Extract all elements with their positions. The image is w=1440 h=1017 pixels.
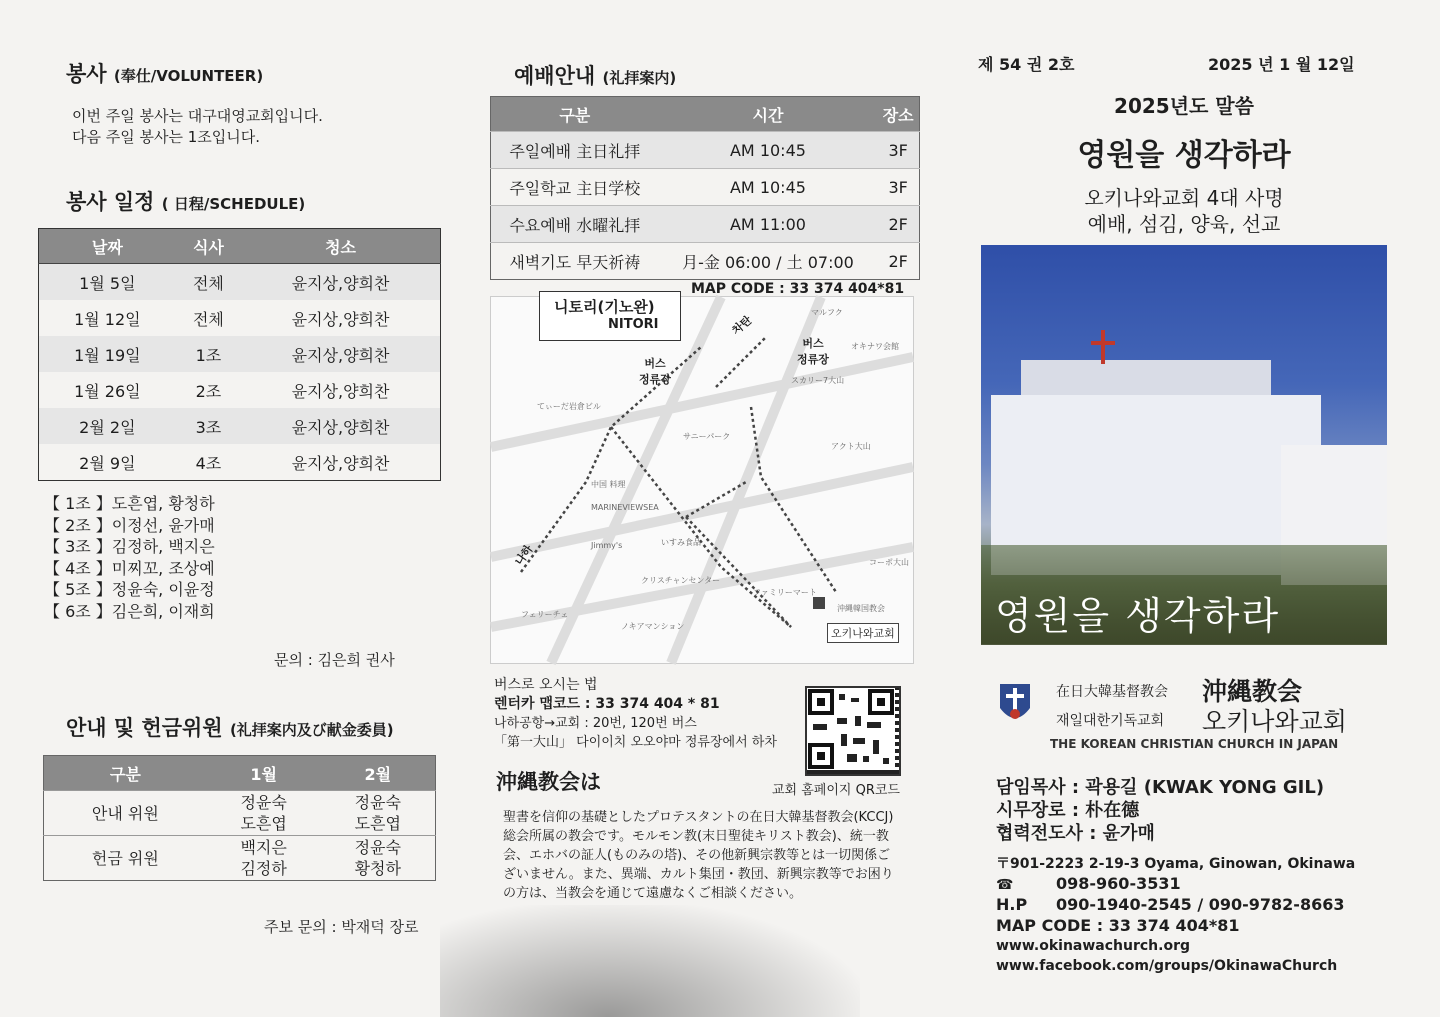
schedule-date: 1월 12일: [74, 309, 141, 329]
photo-caption: 영원을 생각하라: [995, 594, 1281, 638]
volunteer-title-text: 봉사: [66, 62, 107, 86]
ushers-table: [43, 755, 436, 881]
map-place-label: 沖縄韓国教会: [837, 604, 885, 613]
usher-name: 황청하: [354, 859, 401, 878]
staff-info: [996, 776, 1324, 845]
contact-map-code: MAP CODE : 33 374 404*81: [996, 916, 1240, 935]
bus-route: 나하공항→교회 : 20번, 120번 버스: [494, 716, 697, 731]
worship-time: 月-金 06:00 / 土 07:00: [659, 243, 878, 280]
cross-icon-bar: [1091, 341, 1115, 345]
worship-service: 주일예배 主日礼拝: [491, 132, 659, 169]
bulletin-volume: 제 54 권 2호: [978, 55, 1075, 74]
worship-header-type: 구분: [491, 97, 659, 132]
about-title: 沖縄教会は: [496, 770, 601, 794]
table-row: [44, 791, 436, 836]
qr-label: 교회 홈페이지 QR코드: [772, 783, 900, 798]
motto-year: 2025년도 말씀: [1114, 94, 1254, 118]
map-place-label: ノキアマンション: [621, 622, 685, 631]
schedule-cleaning: 윤지상,양희찬: [241, 336, 440, 372]
table-row: [491, 169, 920, 206]
map-place-label: スカリー7大山: [791, 376, 845, 385]
schedule-cleaning: 윤지상,양희찬: [291, 453, 390, 473]
cross-icon: [1101, 330, 1105, 364]
schedule-meal: 4조: [195, 453, 222, 473]
map-place-label: マルフク: [811, 308, 843, 317]
schedule-cleaning: 윤지상,양희찬: [291, 309, 390, 329]
ushers-role: 헌금 위원: [44, 836, 207, 881]
mission-list: 예배, 섬김, 양육, 선교: [1087, 212, 1281, 236]
schedule-date: 1월 26일: [74, 381, 141, 401]
schedule-header-date: 날짜: [39, 229, 176, 264]
building-roof: [1021, 360, 1271, 400]
map-place-label: オキナワ会館: [851, 342, 899, 351]
address: 〒901-2223 2-19-3 Oyama, Ginowan, Okinawa: [996, 856, 1356, 872]
list-item: 【 4조 】미찌꼬, 조상예: [44, 558, 215, 578]
phone-number[interactable]: 098-960-3531: [1056, 874, 1181, 893]
rental-map-code: 렌터카 맵코드 : 33 374 404 * 81: [494, 696, 720, 712]
ushers-title-text: 안내 및 헌금위원: [66, 716, 223, 740]
usher-name: 김정하: [240, 859, 287, 878]
mobile-row: [996, 895, 1355, 916]
usher-name: 정윤숙: [240, 793, 287, 812]
schedule-date: 1월 5일: [39, 264, 176, 301]
nitori-label: [539, 291, 681, 341]
volunteer-notice: [72, 106, 323, 148]
nitori-en: NITORI: [608, 317, 659, 332]
volunteer-title-sub: (奉仕/VOLUNTEER): [113, 67, 264, 85]
mission-title: 오키나와교회 4대 사명: [1084, 186, 1284, 210]
volunteer-title: [66, 58, 263, 88]
ushers-jan: [207, 791, 321, 836]
church-name-jp: 沖縄教会: [1202, 677, 1303, 706]
denomination-jp: 在日大韓基督教会: [1056, 684, 1168, 700]
usher-name: 도흔엽: [354, 814, 401, 833]
evangelist: 협력전도사 : 윤가매: [996, 823, 1155, 844]
map-place-label: サニーパーク: [683, 432, 731, 441]
list-item: 【 5조 】정윤숙, 이윤정: [44, 580, 215, 599]
table-row: [491, 206, 920, 243]
usher-name: 백지은: [240, 838, 287, 857]
church-name-kr: 오키나와교회: [1202, 707, 1347, 736]
map-code: MAP CODE : 33 374 404*81: [691, 281, 905, 297]
ushers-role: 안내 위원: [44, 791, 207, 836]
about-body: 聖書を信仰の基礎としたプロテスタントの在日大韓基督教会(KCCJ)総会所属の教会です。モルモン教(末日聖徒キリスト教会)、統一教会、エホバの証人(ものみの塔)、その他新興宗教等とは一切関係ございません。また、異端、カルト集団・教団、新興宗教等でお困りの方は、当教会を通じて遠慮なくご相談ください。: [503, 810, 894, 901]
map-place-label: いすみ食品: [661, 538, 701, 547]
worship-time: AM 10:45: [659, 169, 878, 206]
ushers-header-feb: 2월: [321, 756, 436, 791]
schedule-meal: 전체: [176, 264, 241, 301]
schedule-cleaning: 윤지상,양희찬: [241, 408, 440, 444]
worship-header-place: 장소: [877, 97, 919, 132]
bus-title: 버스로 오시는 법: [494, 677, 598, 693]
church-logo-icon: [996, 678, 1034, 728]
worship-place: 3F: [877, 132, 919, 169]
map-place-label: コーポ大山: [869, 558, 909, 567]
website-link[interactable]: www.okinawachurch.org: [996, 938, 1191, 954]
schedule-table: [38, 228, 441, 481]
phone-icon: ☎: [996, 877, 1014, 893]
schedule-title-sub: ( 日程/SCHEDULE): [161, 195, 306, 213]
page-shadow: [440, 905, 860, 1017]
schedule-title-text: 봉사 일정: [66, 190, 155, 214]
bus-stop-label: 버스 정류장: [797, 337, 829, 366]
ushers-feb: [321, 791, 436, 836]
table-row: [491, 243, 920, 280]
schedule-date: 2월 2일: [39, 408, 176, 444]
group-inquiry: 문의 : 김은희 권사: [274, 651, 395, 669]
nitori-kr: 니토리(기노완): [554, 298, 655, 316]
list-item: 【 1조 】도흔엽, 황청하: [44, 494, 215, 513]
bus-stop-info: 「第一大山」 다이이치 오오야마 정류장에서 하차: [494, 735, 777, 750]
worship-title-sub: (礼拝案内): [602, 69, 677, 87]
bulletin-inquiry: 주보 문의 : 박재덕 장로: [264, 918, 419, 936]
qr-code-graphic: [807, 688, 895, 770]
usher-name: 정윤숙: [354, 838, 401, 857]
schedule-header-meal: 식사: [176, 229, 241, 264]
map-place-label: フェリーチェ: [521, 610, 569, 619]
worship-time: AM 10:45: [659, 132, 878, 169]
schedule-meal: 1조: [176, 336, 241, 372]
table-row: [39, 408, 441, 444]
map-place-label: ファミリーマート: [753, 588, 817, 597]
map-place-label: 中国 料理: [591, 480, 626, 489]
worship-title-text: 예배안내: [514, 64, 596, 88]
direction-label-up: 차탄: [729, 313, 755, 338]
table-row: [491, 132, 920, 169]
usher-name: 정윤숙: [354, 793, 401, 812]
schedule-date: 1월 19일: [39, 336, 176, 372]
contact-info: [996, 854, 1355, 976]
phone-row: [996, 874, 1355, 895]
schedule-header-row: [39, 229, 441, 264]
elder: 시무장로 : 朴在德: [996, 800, 1140, 821]
ushers-jan: [207, 836, 321, 881]
map-place-label: てぃーだ岩倉ビル: [537, 402, 601, 411]
mobile-label: H.P: [996, 895, 1028, 914]
map-place-label: Jimmy's: [591, 541, 623, 550]
worship-header-time: 시간: [659, 97, 878, 132]
list-item: 【 3조 】김정하, 백지은: [44, 537, 215, 556]
ushers-title-sub: (礼拝案内及び献金委員): [229, 721, 394, 739]
schedule-cleaning: 윤지상,양희찬: [241, 264, 440, 301]
map-place-label: クリスチャンセンター: [641, 576, 721, 585]
qr-code[interactable]: [805, 686, 901, 776]
schedule-header-cleaning: 청소: [241, 229, 440, 264]
ushers-header-row: [44, 756, 436, 791]
church-photo: [981, 245, 1387, 644]
map-place-label: MARINEVIEWSEA: [591, 503, 659, 512]
ushers-title: [66, 712, 394, 742]
direction-label-down: 나하: [512, 542, 536, 568]
worship-service: 주일학교 主日学校: [491, 169, 659, 206]
ushers-feb: [321, 836, 436, 881]
map-place-label: アクト大山: [831, 442, 871, 451]
worship-service: 수요예배 水曜礼拝: [491, 206, 659, 243]
worship-time: AM 11:00: [659, 206, 878, 243]
schedule-cleaning: 윤지상,양희찬: [291, 381, 390, 401]
church-location-label: 오키나와교회: [827, 623, 899, 643]
denomination-kr: 재일대한기독교회: [1056, 713, 1165, 729]
list-item: 【 6조 】김은희, 이재희: [44, 601, 215, 621]
ushers-header-type: 구분: [44, 756, 207, 791]
group-list: [44, 493, 215, 622]
schedule-meal: 전체: [192, 309, 224, 329]
worship-table: [490, 96, 920, 280]
facebook-link[interactable]: www.facebook.com/groups/OkinawaChurch: [996, 958, 1338, 974]
worship-place: 2F: [877, 243, 919, 280]
schedule-date: 2월 9일: [79, 453, 136, 473]
schedule-meal: 2조: [195, 381, 222, 401]
ushers-header-jan: 1월: [207, 756, 321, 791]
mobile-numbers[interactable]: 090-1940-2545 / 090-9782-8663: [1056, 895, 1345, 914]
schedule-meal: 3조: [176, 408, 241, 444]
list-item: 【 2조 】이정선, 윤가매: [44, 515, 215, 535]
usher-name: 도흔엽: [240, 814, 287, 833]
worship-place: 2F: [877, 206, 919, 243]
table-row: [39, 264, 441, 301]
worship-place: 3F: [877, 169, 919, 206]
table-row: [39, 300, 441, 336]
worship-service: 새벽기도 早天祈祷: [491, 243, 659, 280]
schedule-title: [66, 186, 305, 216]
table-row: [39, 336, 441, 372]
volunteer-line-2: 다음 주일 봉사는 1조입니다.: [72, 128, 261, 146]
church-name-en: THE KOREAN CHRISTIAN CHURCH IN JAPAN: [1050, 737, 1339, 751]
worship-title: [514, 60, 676, 90]
motto-title: 영원을 생각하라: [1077, 138, 1291, 173]
volunteer-line-1: 이번 주일 봉사는 대구대영교회입니다.: [72, 107, 323, 125]
bus-stop-label: 버스 정류장: [639, 357, 671, 386]
table-row: [39, 444, 441, 481]
bus-directions: [494, 676, 777, 752]
table-row: [44, 836, 436, 881]
table-row: [39, 372, 441, 408]
pastor: 담임목사 : 곽용길 (KWAK YONG GIL): [996, 777, 1325, 798]
worship-header-row: [491, 97, 920, 132]
church-map: [490, 281, 914, 664]
bulletin-date: 2025 년 1 월 12일: [1208, 55, 1355, 74]
